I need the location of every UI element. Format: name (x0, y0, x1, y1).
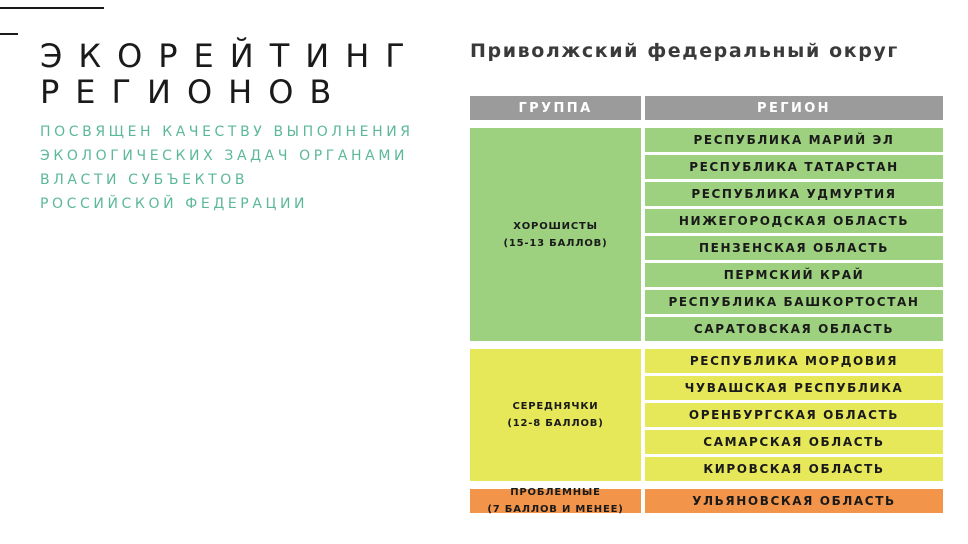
region-cell: НИЖЕГОРОДСКАЯ ОБЛАСТЬ (645, 209, 943, 233)
page-title (40, 38, 421, 110)
group-score: (12-8 БАЛЛОВ) (507, 418, 604, 429)
region-cell: САРАТОВСКАЯ ОБЛАСТЬ (645, 317, 943, 341)
page-title-line-2: РЕГИОНОВ (40, 73, 348, 111)
subtitle-line-2: ЭКОЛОГИЧЕСКИХ ЗАДАЧ ОРГАНАМИ (40, 148, 409, 164)
group-cell (470, 128, 641, 341)
group-name: СЕРЕДНЯЧКИ (512, 401, 599, 412)
subtitle-line-3: ВЛАСТИ СУБЪЕКТОВ (40, 172, 249, 188)
group-score: (15-13 БАЛЛОВ) (503, 237, 608, 249)
group-score: (7 БАЛЛОВ И МЕНЕЕ) (487, 504, 624, 515)
group-name: ХОРОШИСТЫ (513, 220, 598, 232)
header-region: РЕГИОН (645, 96, 943, 120)
page-title-line-1: ЭКОРЕЙТИНГ (40, 37, 421, 75)
region-cell: КИРОВСКАЯ ОБЛАСТЬ (645, 457, 943, 481)
region-cell: УЛЬЯНОВСКАЯ ОБЛАСТЬ (645, 489, 943, 513)
region-cell: ЧУВАШСКАЯ РЕСПУБЛИКА (645, 376, 943, 400)
group-cell (470, 489, 641, 513)
region-cell: ПЕРМСКИЙ КРАЙ (645, 263, 943, 287)
group-cell (470, 349, 641, 481)
subtitle-line-4: РОССИЙСКОЙ ФЕДЕРАЦИИ (40, 196, 309, 212)
decorative-rule-short (0, 33, 18, 35)
decorative-rule-top (0, 7, 104, 9)
region-cell: РЕСПУБЛИКА ТАТАРСТАН (645, 155, 943, 179)
region-cell: РЕСПУБЛИКА УДМУРТИЯ (645, 182, 943, 206)
subtitle (40, 120, 414, 216)
header-group: ГРУППА (470, 96, 641, 120)
region-cell: САМАРСКАЯ ОБЛАСТЬ (645, 430, 943, 454)
region-cell: ОРЕНБУРГСКАЯ ОБЛАСТЬ (645, 403, 943, 427)
district-title: Приволжский федеральный округ (470, 40, 899, 62)
group-name: ПРОБЛЕМНЫЕ (510, 487, 601, 498)
region-cell: РЕСПУБЛИКА БАШКОРТОСТАН (645, 290, 943, 314)
region-cell: ПЕНЗЕНСКАЯ ОБЛАСТЬ (645, 236, 943, 260)
region-cell: РЕСПУБЛИКА МАРИЙ ЭЛ (645, 128, 943, 152)
region-cell: РЕСПУБЛИКА МОРДОВИЯ (645, 349, 943, 373)
subtitle-line-1: ПОСВЯЩЕН КАЧЕСТВУ ВЫПОЛНЕНИЯ (40, 124, 414, 140)
